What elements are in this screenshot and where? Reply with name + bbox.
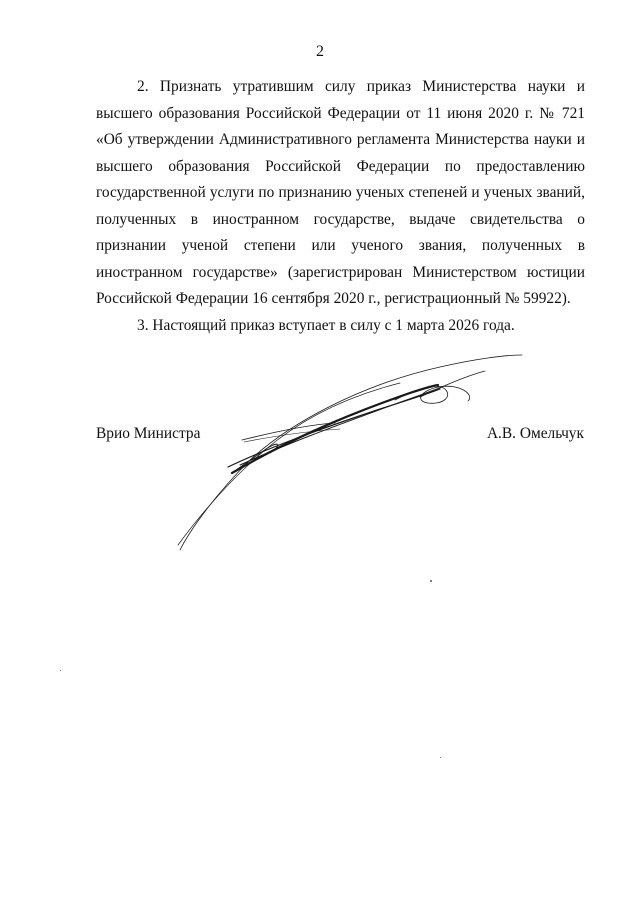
- document-body: [96, 74, 585, 339]
- paragraph-2: 2. Признать утратившим силу приказ Министерства науки и высшего образования Российской Федерации от 11 июня 2020 г. № 721 «Об утверждении Административного регламента Министерства науки и высшего образования Российской Федерации по предоставлению государственной услуги по признанию ученых степеней и ученых званий, полученных в иностранном государстве, выдаче свидетельства о признании ученой степени или ученого звания, полученных в иностранном государстве» (зарегистрирован Министерством юстиции Российской Федерации 16 сентября 2020 г., регистрационный № 59922).: [96, 78, 585, 307]
- signatory-position: Врио Министра: [96, 425, 201, 442]
- handwritten-signature: [170, 345, 540, 560]
- signatory-name: А.В. Омельчук: [486, 425, 584, 442]
- scan-speck: [440, 757, 441, 758]
- scan-speck: [60, 670, 61, 671]
- paragraph-3: 3. Настоящий приказ вступает в силу с 1 марта 2026 года.: [137, 316, 515, 334]
- scan-speck: [430, 580, 432, 582]
- page-number: 2: [316, 43, 324, 60]
